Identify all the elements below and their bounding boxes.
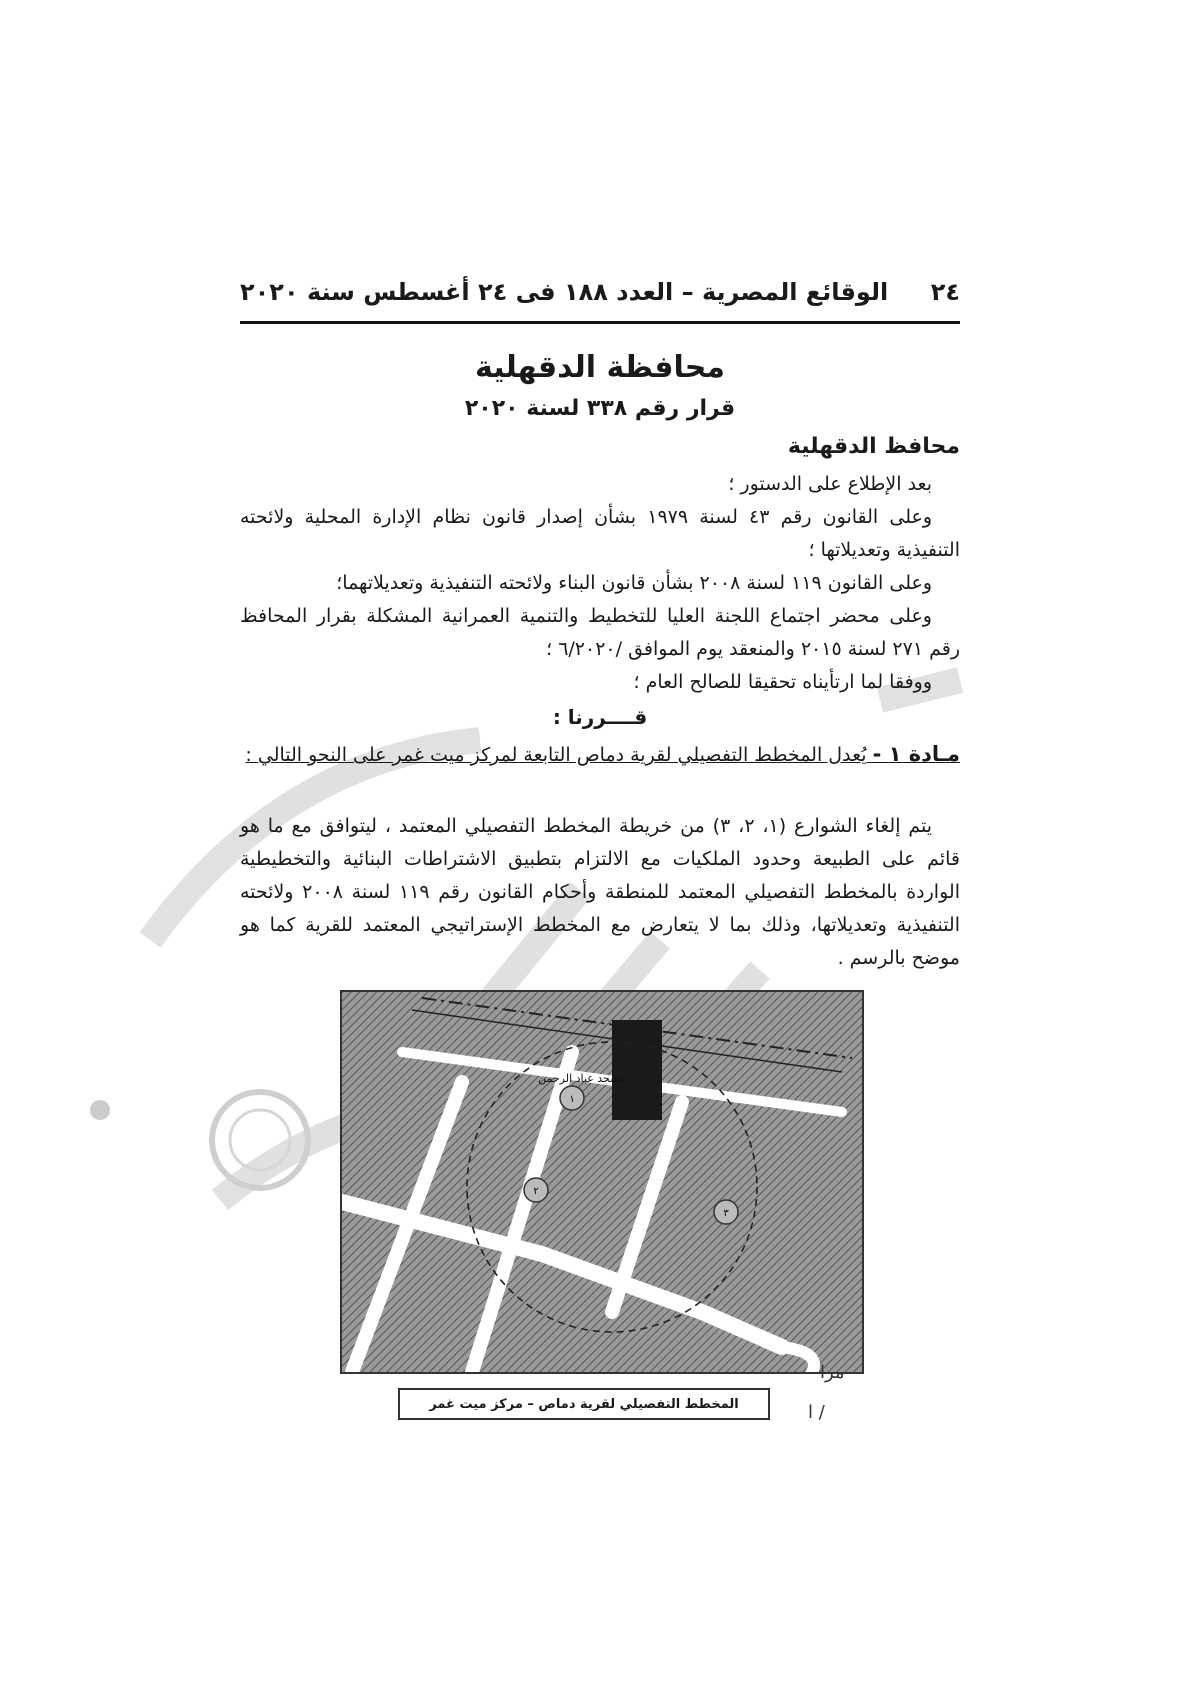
preamble-line: بعد الإطلاع على الدستور ؛ [728,473,932,495]
detailed-plan-map [340,990,864,1374]
preamble-line: ووفقا لما ارتأيناه تحقيقا للصالح العام ؛ [633,671,932,693]
preamble-line: وعلى القانون رقم ٤٣ لسنة ١٩٧٩ بشأن إصدار قانون نظام الإدارة المحلية ولائحته التنفيذية وتعديلاتها ؛ [240,506,960,561]
article-text: يُعدل المخطط التفصيلي لقرية دماص التابعة لمركز ميت غمر على النحو التالي : [245,744,867,766]
svg-text:١: ١ [569,1094,575,1105]
page-number: ٢٤ [930,278,960,306]
street-marker [714,1200,738,1224]
article-1 [240,738,960,772]
header-rule [240,321,960,324]
decree-title: قرار رقم ٣٣٨ لسنة ٢٠٢٠ [464,396,736,421]
article-label: مـادة ١ - [872,742,960,766]
svg-text:٢: ٢ [533,1186,539,1197]
preamble-line: وعلى القانون ١١٩ لسنة ٢٠٠٨ بشأن قانون البناء ولائحته التنفيذية وتعديلاتهما؛ [336,572,932,594]
page-title: محافظة الدقهلية [475,350,725,385]
map-caption: المخطط التفصيلي لقرية دماص – مركز ميت غمر [398,1388,770,1420]
handwritten-note: ﻣﺮﺍ [820,1362,845,1383]
mosque-label: مسجد عباد الرحمن [538,1072,626,1085]
publication-line: الوقائع المصرية – العدد ١٨٨ فى ٢٤ أغسطس سنة ٢٠٢٠ [240,278,889,306]
issuer-heading: محافظ الدقهلية [787,434,960,459]
svg-text:٣: ٣ [723,1208,729,1219]
decided-heading: قــــررنا : [552,705,648,729]
running-header [240,272,960,312]
preamble-line: وعلى محضر اجتماع اللجنة العليا للتخطيط والتنمية العمرانية المشكلة بقرار المحافظ رقم ٢٧١ لسنة ٢٠١٥ والمنعقد يوم الموافق /٦/٢٠٢٠ ؛ [240,605,960,660]
handwritten-note: ﺍ / [808,1402,825,1423]
article-body: يتم إلغاء الشوارع (١، ٢، ٣) من خريطة المخطط التفصيلي المعتمد ، ليتوافق مع ما هو قائم على الطبيعة وحدود الملكيات مع الالتزام بتطبيق الاشتراطات البنائية والتخطيطية الواردة بالمخطط التفصيلي المعتمد للمنطقة وأحكام القانون رقم ١١٩ لسنة ٢٠٠٨ ولائحته التنفيذية وتعديلاتها، وذلك بما لا يتعارض مع المخطط الإستراتيجي المعتمد للقرية كما هو موضح بالرسم . [240,815,960,969]
mosque-plot [612,1020,662,1120]
street-marker [560,1086,584,1110]
street-marker [524,1178,548,1202]
